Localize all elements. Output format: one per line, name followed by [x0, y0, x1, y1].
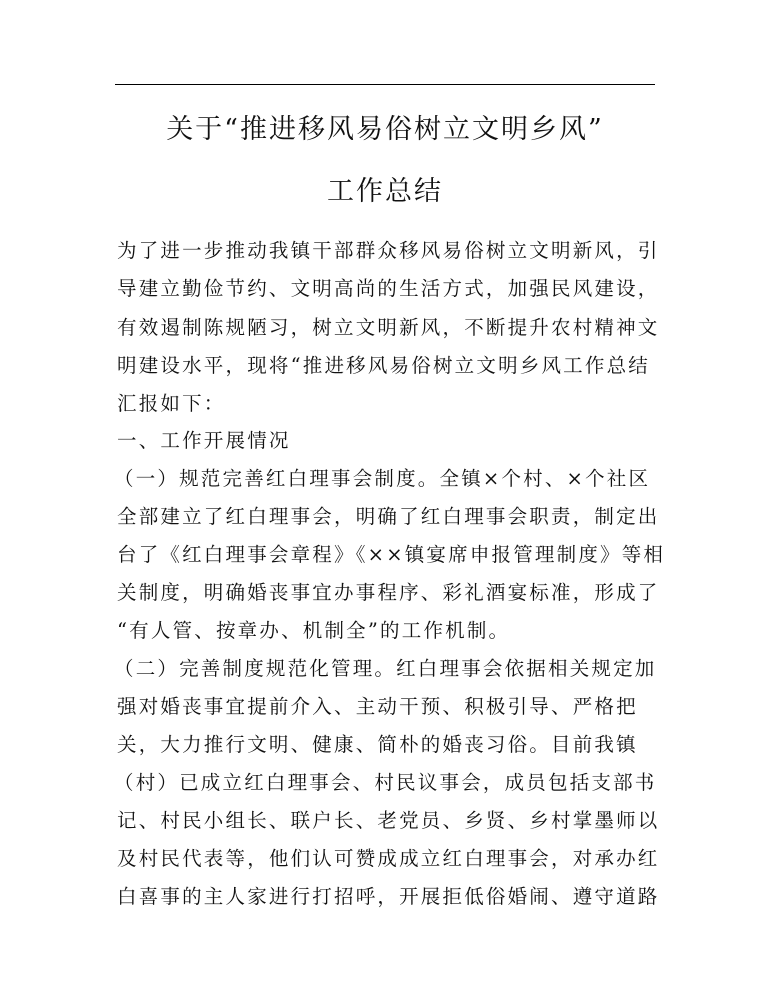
body-line-12: （二）完善制度规范化管理。红白理事会依据相关规定加 — [114, 657, 657, 680]
body-line-16: 记、村民小组长、联户长、老党员、乡贤、乡村掌墨师以 — [117, 809, 660, 832]
body-line-3: 有效遏制陈规陋习，树立文明新风，不断提升农村精神文 — [117, 316, 660, 339]
body-line-15: （村）已成立红白理事会、村民议事会，成员包括支部书 — [114, 771, 657, 794]
body-line-1: 为了进一步推动我镇干部群众移风易俗树立文明新风，引 — [117, 239, 660, 262]
body-line-13: 强对婚丧事宜提前介入、主动干预、积极引导、严格把 — [117, 695, 638, 718]
body-line-2: 导建立勤俭节约、文明高尚的生活方式，加强民风建设， — [117, 277, 660, 300]
document-title-line-1: 关于“推进移风易俗树立文明乡风” — [166, 114, 604, 145]
document-title-line-2: 工作总结 — [327, 176, 443, 207]
section-heading: 一、工作开展情况 — [117, 429, 291, 452]
body-line-10: 关制度，明确婚丧事宜办事程序、彩礼酒宴标准，形成了 — [117, 581, 660, 604]
body-line-17: 及村民代表等，他们认可赞成成立红白理事会，对承办红 — [117, 847, 660, 870]
header-rule — [115, 84, 655, 85]
body-line-5: 汇报如下： — [117, 392, 226, 415]
body-line-4: 明建设水平，现将“推进移风易俗树立文明乡风工作总结 — [117, 354, 650, 377]
body-line-14: 关，大力推行文明、健康、简朴的婚丧习俗。目前我镇 — [117, 733, 638, 756]
body-line-11: “有人管、按章办、机制全”的工作机制。 — [117, 619, 511, 642]
body-line-18: 白喜事的主人家进行打招呼，开展拒低俗婚闹、遵守道路 — [117, 885, 660, 908]
body-line-8: 全部建立了红白理事会，明确了红白理事会职责，制定出 — [117, 505, 660, 528]
body-line-7: （一）规范完善红白理事会制度。全镇×个村、×个社区 — [114, 467, 651, 490]
body-line-9: 台了《红白理事会章程》《××镇宴席申报管理制度》等相 — [117, 543, 666, 566]
